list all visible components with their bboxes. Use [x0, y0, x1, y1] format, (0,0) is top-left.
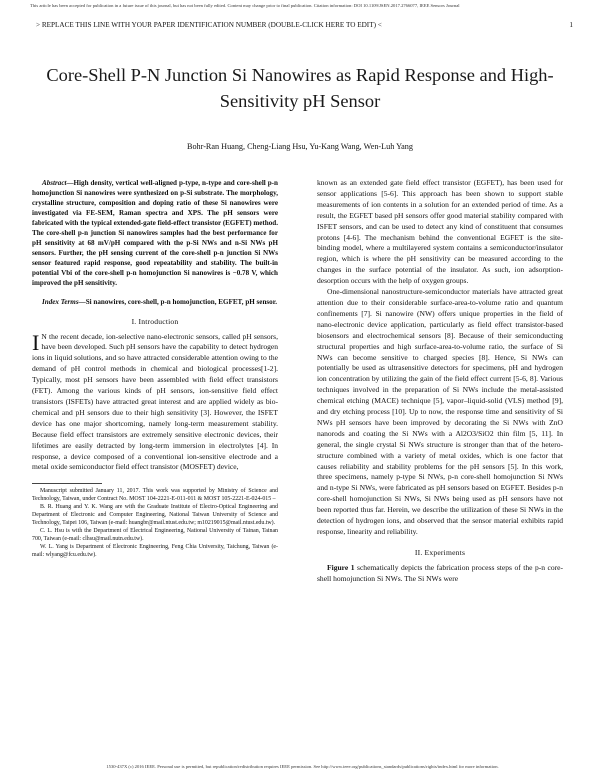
abstract — [32, 178, 278, 289]
index-terms — [32, 297, 278, 307]
egfet-paragraph: known as an extended gate field effect transistor (EGFET), has been used for sensor applications [5-6]. This approach has been shown to support stable measurements of ion contents in a solution for an extended period of time. As a result, the EGFET based pH sensors offer good material stability compared with ISFET sensors, and can be used to detect any kind of constituent that consumes protons [4-6]. The mechanism behind the conventional EGFET is the site-binding model, where a multilayered system contains a semiconductor/insulator region, which is where the pH sensitivity can be measured according to the changes in the surface potential of the insulator. As such, ion adsorption-desorption occurs with the help of oxygen groups. — [317, 178, 563, 286]
paper-title: Core-Shell P-N Junction Si Nanowires as Rapid Response and High-Sensitivity pH Sensor — [46, 65, 554, 111]
index-terms-text: —Si nanowires, core-shell, p-n homojunction, EGFET, pH sensor. — [78, 297, 277, 306]
footnote-funding: Manuscript submitted January 11, 2017. This work was supported by Ministry of Science and Technology, Taiwan, under Contract No. MOST 104-2221-E-011-011 & MOST 105-2221-E-024-015 – — [32, 488, 278, 503]
right-column — [317, 178, 563, 585]
page-header — [30, 21, 575, 31]
copyright-footer: 1530-437X (c) 2016 IEEE. Personal use is permitted, but republication/redistribution requires IEEE permission. See http://www.ieee.org/publications_standards/publications/rights/index.html for more information. — [106, 764, 499, 769]
footnote-author-huang: B. R. Huang and Y. K. Wang are with the Graduate Institute of Electro-Optical Engineering and Department of Electronic and Computer Engineering, National Taiwan University of Science and Technology, Taipei 106, Taiwan (e-mail: huangbr@mail.ntust.edu.tw; m10219015@mail.ntust.edu.tw). — [32, 504, 278, 526]
experiments-paragraph — [317, 563, 563, 585]
journal-notice: This article has been accepted for publication in a future issue of this journal, but has not been fully edited. Content may change prior to final publication. Citation information: DOI 10.1109/JSEN.2017.2766077, IEEE Sensors Journal — [30, 3, 460, 8]
index-terms-label: Index Terms — [42, 297, 79, 306]
intro-text: N the recent decade, ion-selective nano-electronic sensors, called pH sensors, have been developed. Such pH sensors have the capability to detect hydrogen ions in liquid solutions, and so have attracted considerable attention owing to the demand of pH control methods in chemical and biological processes[1-2]. Typically, most pH sensors have been assembled with field effect transistors (FET). Among the various kinds of pH sensors, ion-sensitive field effect transistors (ISFETs) have attracted great interest and are applied widely as bio-chemical and pH sensors due to their high sensitivity [3]. However, the ISFET device has one major shortcoming, namely long-term measurement stability. Because field effect transistors are extremely sensitive electronic devices, their lifetimes are easily detracted by long-term immersion in electrolytes [4]. In response, a device composed of a conventional ion-sensitive electrode and a metal oxide semiconductor field effect transistor (MOSFET) device, — [32, 331, 278, 472]
experiments-text: schematically depicts the fabrication process steps of the p-n core-shell homojunction Si NWs. The Si NWs were — [317, 562, 563, 583]
page-number: 1 — [569, 21, 573, 29]
footnote-rule — [32, 483, 102, 484]
left-column — [32, 178, 278, 560]
nanowire-paragraph: One-dimensional nanostructure-semiconductor materials have attracted great attention due to their considerable surface-area-to-volume ratio and quantum confinements [7]. Si nanowire (NW) offers unique properties in the field of nano-electronic device application, particularly as field effect transistor-based biosensors and electrochemical sensors [8]. Because of their semiconducting structural properties and high surface-area-to-volume ratio, the surface of Si NWs can become sensitive to charged species [8]. Hence, Si NWs can potentially be used as ultrasensitive detectors for specimens, pH and hydrogen ion concentration by utilizing the gain of the field effect current [5-6, 8]. Various techniques involved in the preparation of Si NWs include the metal-assisted chemical etching (MACE) technique [5], vapor–liquid-solid (VLS) method [9], and dry etching process [10]. Up to now, the response time and sensitivity of Si NWs pH sensors have been improved by decorating the Si NWs with ZnO nanorods and coating the Si NWs with a Al2O3/SiO2 thin film [5, 11]. In general, the single crystal Si NWs structure is stronger than that of the hetero-structure combined with a variety of metal oxides, which is one factor that causes reliability and stability problems for the pH sensors [5]. In this work, three specimens, namely p-type Si NWs, p-n core-shell homojunction Si NWs and n-type Si NWs, were fabricated as pH sensors based on EGFET. Besides p-n core-shell homojunction Si NWs, Si NWs being used as pH sensors have not been reported thus far. Herein, we describe the utilization of these Si NWs in the detection of hydrogen ions, and observed that the sensor material exhibits rapid response, linearity and reliability. — [317, 287, 563, 536]
drop-cap: I — [32, 329, 40, 355]
author-list: Bohr-Ran Huang, Cheng-Liang Hsu, Yu-Kang Wang, Wen-Luh Yang — [187, 142, 413, 151]
section-heading-experiments: II. Experiments — [414, 547, 466, 557]
footnote-author-yang: W. L. Yang is Department of Electronic Engineering, Feng Chia University, Taichung, Taiwan (e-mail: wlyang@fcu.edu.tw). — [32, 543, 278, 558]
footnote-author-hsu: C. L. Hsu is with the Department of Electrical Engineering, National University of Tainan, Tainan 700, Taiwan (e-mail: clhsu@mail.nutn.edu.tw). — [32, 527, 278, 542]
abstract-text: —High density, vertical well-aligned p-type, n-type and core-shell p-n homojunction Si nanowires were synthesized on p-Si substrate. The morphology, crystalline structure, composition and doping ratio of these Si nanowires were investigated via FE-SEM, Raman spectra and XPS. The pH sensors were fabricated with the typical extended-gate field-effect transistor (EGFET) method. The core-shell p-n junction Si nanowires samples had the best performance for pH sensitivity at 68 mV/pH compared with the p-Si NWs and n-Si NWs pH sensors. Further, the pH sensing current of the core-shell p-n junction Si NWs sensor featured rapid response, good repeatability and stability. The built-in potential Vbi of the core-shell p-n homojunction Si nanowires is −0.78 V, which improved the pH sensitivity. — [32, 179, 278, 288]
abstract-label: Abstract — [42, 179, 67, 187]
header-text: > REPLACE THIS LINE WITH YOUR PAPER IDENTIFICATION NUMBER (DOUBLE-CLICK HERE TO EDIT) < — [36, 21, 382, 29]
figure-reference: Figure 1 — [327, 562, 355, 572]
section-heading-introduction: I. Introduction — [131, 316, 179, 326]
intro-paragraph — [32, 329, 278, 474]
